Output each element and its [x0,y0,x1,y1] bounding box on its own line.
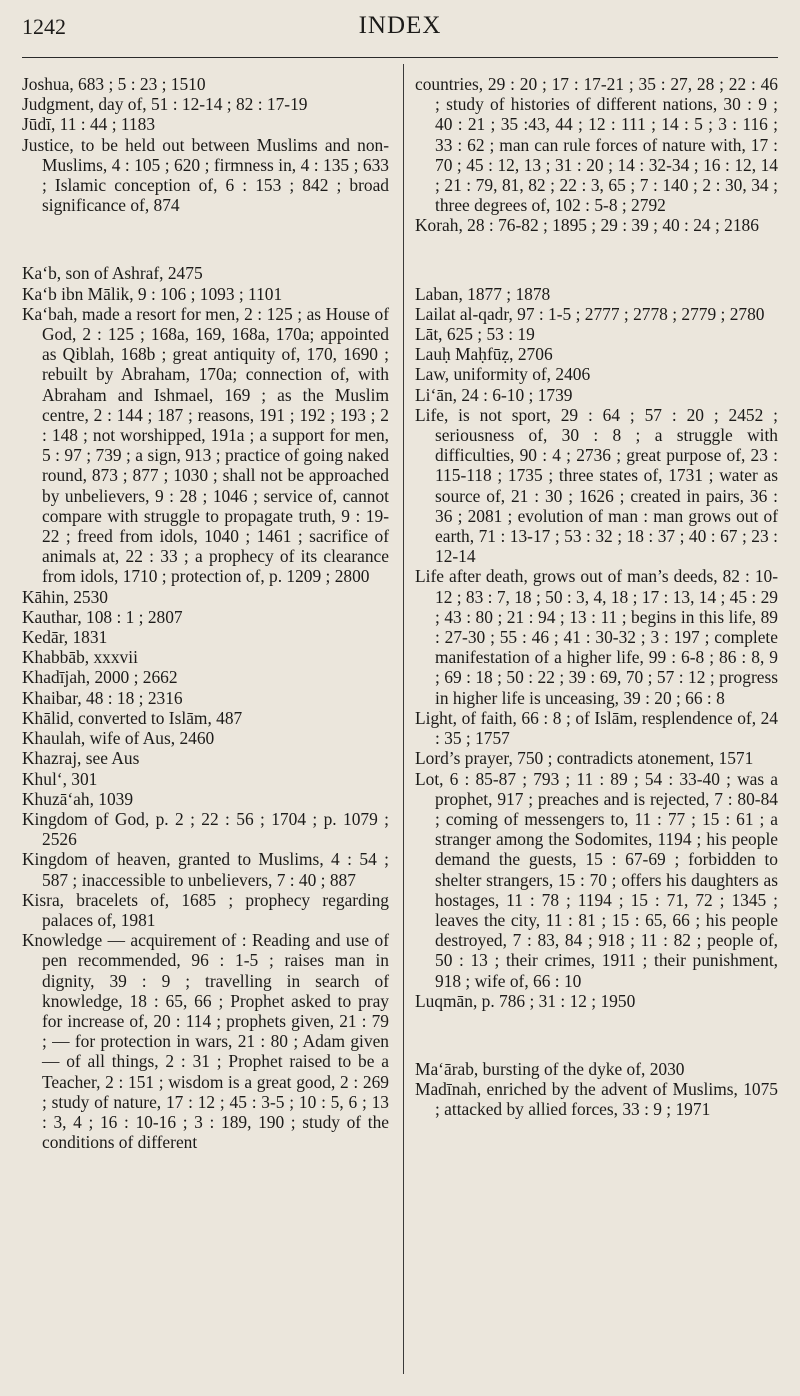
index-entry: Lauḥ Maḥfūẓ, 2706 [415,344,553,365]
index-entry: Korah, 28 : 76-82 ; 1895 ; 29 : 39 ; 40 : 24 ; 2186 [415,215,759,236]
index-entry: Kāhin, 2530 [22,586,108,607]
index-entry: Madīnah, enriched by the advent of Muslims, 1075 ; attacked by allied forces, 33 : 9 ; 1971 [415,1079,778,1120]
index-entry: Kingdom of heaven, granted to Muslims, 4 : 54 ; 587 ; inaccessible to unbelievers, 7 : 40 ; 887 [22,849,389,890]
index-entry: Khaulah, wife of Aus, 2460 [22,728,215,749]
index-entry: Lāt, 625 ; 53 : 19 [415,324,535,345]
index-entry: Life, is not sport, 29 : 64 ; 57 : 20 ; 2452 ; seriousness of, 30 : 8 ; a struggle with difficulties, 90 : 4 ; 2736 ; great purpose of, 23 : 115-118 ; 1735 ; three states of, 1731 ; water as source of, 21 : 30 ; 1626 ; created in pairs, 36 : 36 ; 2081 ; evolution of man : man grows out of earth, 71 : 13-17 ; 53 : 32 ; 18 : 37 ; 40 : 67 ; 23 : 12-14 [415,404,778,567]
index-entry: Light, of faith, 66 : 8 ; of Islām, resplendence of, 24 : 35 ; 1757 [415,707,778,749]
index-entry: Knowledge — acquirement of : Reading and use of pen recommended, 96 : 1-5 ; raises man in dignity, 39 : 9 ; travelling in search of knowledge, 18 : 65, 66 ; Prophet asked to pray for increase of, 20 : 114 ; prophets given, 21 : 79 ; — for protection in wars, 21 : 80 ; Adam given — of all things, 2 : 31 ; Prophet raised to be a Teacher, 2 : 151 ; wisdom is a great good, 2 : 269 ; study of nature, 17 : 12 ; 45 : 3-5 ; 10 : 5, 6 ; 13 : 3, 4 ; 16 : 10-16 ; 3 : 189, 190 ; study of the conditions of different [22,930,389,1153]
index-entry: Khaibar, 48 : 18 ; 2316 [22,687,183,708]
index-entry: Ka‘b ibn Mālik, 9 : 106 ; 1093 ; 1101 [22,283,283,304]
index-entry: Lot, 6 : 85-87 ; 793 ; 11 : 89 ; 54 : 33-40 ; was a prophet, 917 ; preaches and is rejected, 7 : 80-84 ; coming of messengers to, 11 : 77 ; 15 : 61 ; a stranger among the Sodomites, 1194 ; his people demand the guests, 15 : 67-69 ; forbidden to shelter strangers, 15 : 70 ; offers his daughters as hostages, 11 : 78 ; 1194 ; 15 : 71, 72 ; 1345 ; leaves the city, 11 : 81 ; 15 : 65, 66 ; his people destroyed, 7 : 83, 84 ; 918 ; 11 : 82 ; people of, 50 : 13 ; their crimes, 1911 ; their punishment, 918 ; wife of, 66 : 10 [415,768,778,991]
index-entry: Ka‘bah, made a resort for men, 2 : 125 ; as House of God, 2 : 125 ; 168a, 169, 168a, 170a; appointed as Qiblah, 168b ; great antiquity of, 170, 1690 ; rebuilt by Abraham, 170a; connection of, with Abraham and Ishmael, 169 ; as the Muslim centre, 2 : 144 ; 187 ; reasons, 191 ; 192 ; 193 ; 2 : 148 ; not worshipped, 191a ; a support for men, 5 : 97 ; 739 ; a sign, 913 ; practice of going naked round, 873 ; 877 ; 1030 ; shall not be approached by unbelievers, 9 : 28 ; 1046 ; service of, cannot compare with struggle to propagate truth, 9 : 19-22 ; freed from idols, 1040 ; 1461 ; sacrifice of animals at, 22 : 33 ; a prophecy of its clearance from idols, 1710 ; protection of, p. 1209 ; 2800 [22,303,389,587]
index-entry: Ka‘b, son of Ashraf, 2475 [22,263,203,284]
index-entry: Judgment, day of, 51 : 12-14 ; 82 : 17-19 [22,94,308,115]
index-entry: Laban, 1877 ; 1878 [415,283,551,304]
header-rule [22,57,778,58]
running-head: INDEX [358,12,442,39]
index-entry: Li‘ān, 24 : 6-10 ; 1739 [415,384,573,405]
index-entry: Kedār, 1831 [22,627,108,648]
index-entry: Kisra, bracelets of, 1685 ; prophecy regarding palaces of, 1981 [22,889,389,930]
index-entry: Khālid, converted to Islām, 487 [22,707,243,728]
page-number: 1242 [22,14,66,39]
index-entry: Lord’s prayer, 750 ; contradicts atonement, 1571 [415,748,754,769]
index-entry: Jūdī, 11 : 44 ; 1183 [22,114,156,135]
right-column [415,74,778,1120]
index-entry: Law, uniformity of, 2406 [415,364,591,385]
index-entry: Khul‘, 301 [22,768,98,789]
index-entry: Kingdom of God, p. 2 ; 22 : 56 ; 1704 ; p. 1079 ; 2526 [22,808,389,850]
left-column [22,74,389,1152]
index-entry: Kauthar, 108 : 1 ; 2807 [22,606,183,627]
index-entry: Khadījah, 2000 ; 2662 [22,667,178,688]
index-entry: Khuzā‘ah, 1039 [22,788,134,809]
index-entry: countries, 29 : 20 ; 17 : 17-21 ; 35 : 27, 28 ; 22 : 46 ; study of histories of different nations, 30 : 9 ; 40 : 21 ; 35 :43, 44 ; 12 : 111 ; 14 : 5 ; 3 : 116 ; 33 : 62 ; man can rule forces of nature with, 17 : 70 ; 45 : 12, 13 ; 31 : 20 ; 14 : 32-34 ; 16 : 12, 14 ; 21 : 79, 81, 82 ; 22 : 3, 65 ; 7 : 140 ; 2 : 30, 34 ; three degrees of, 102 : 5-8 ; 2792 [415,74,778,216]
index-entry: Lailat al-qadr, 97 : 1-5 ; 2777 ; 2778 ; 2779 ; 2780 [415,303,765,324]
index-entry: Life after death, grows out of man’s deeds, 82 : 10-12 ; 83 : 7, 18 ; 50 : 3, 4, 18 ; 17 : 13, 14 ; 45 : 29 ; 43 : 80 ; 21 : 94 ; 13 : 11 ; begins in this life, 89 : 27-30 ; 55 : 46 ; 41 : 30-32 ; 3 : 197 ; complete manifestation of a higher life, 99 : 6-8 ; 86 : 8, 9 ; 69 : 18 ; 50 : 22 ; 39 : 69, 70 ; 57 : 12 ; progress in higher life is unceasing, 39 : 20 ; 66 : 8 [415,566,778,708]
index-entry: Khazraj, see Aus [22,748,140,769]
index-entry: Khabbāb, xxxvii [22,647,138,668]
index-entry: Justice, to be held out between Muslims and non-Muslims, 4 : 105 ; 620 ; firmness in, 4 : 135 ; 633 ; Islamic conception of, 6 : 153 ; 842 ; broad significance of, 874 [22,134,389,216]
index-entry: Ma‘ārab, bursting of the dyke of, 2030 [415,1058,685,1079]
column-divider [403,64,404,1374]
index-entry: Luqmān, p. 786 ; 31 : 12 ; 1950 [415,990,636,1011]
index-entry: Joshua, 683 ; 5 : 23 ; 1510 [22,74,206,94]
